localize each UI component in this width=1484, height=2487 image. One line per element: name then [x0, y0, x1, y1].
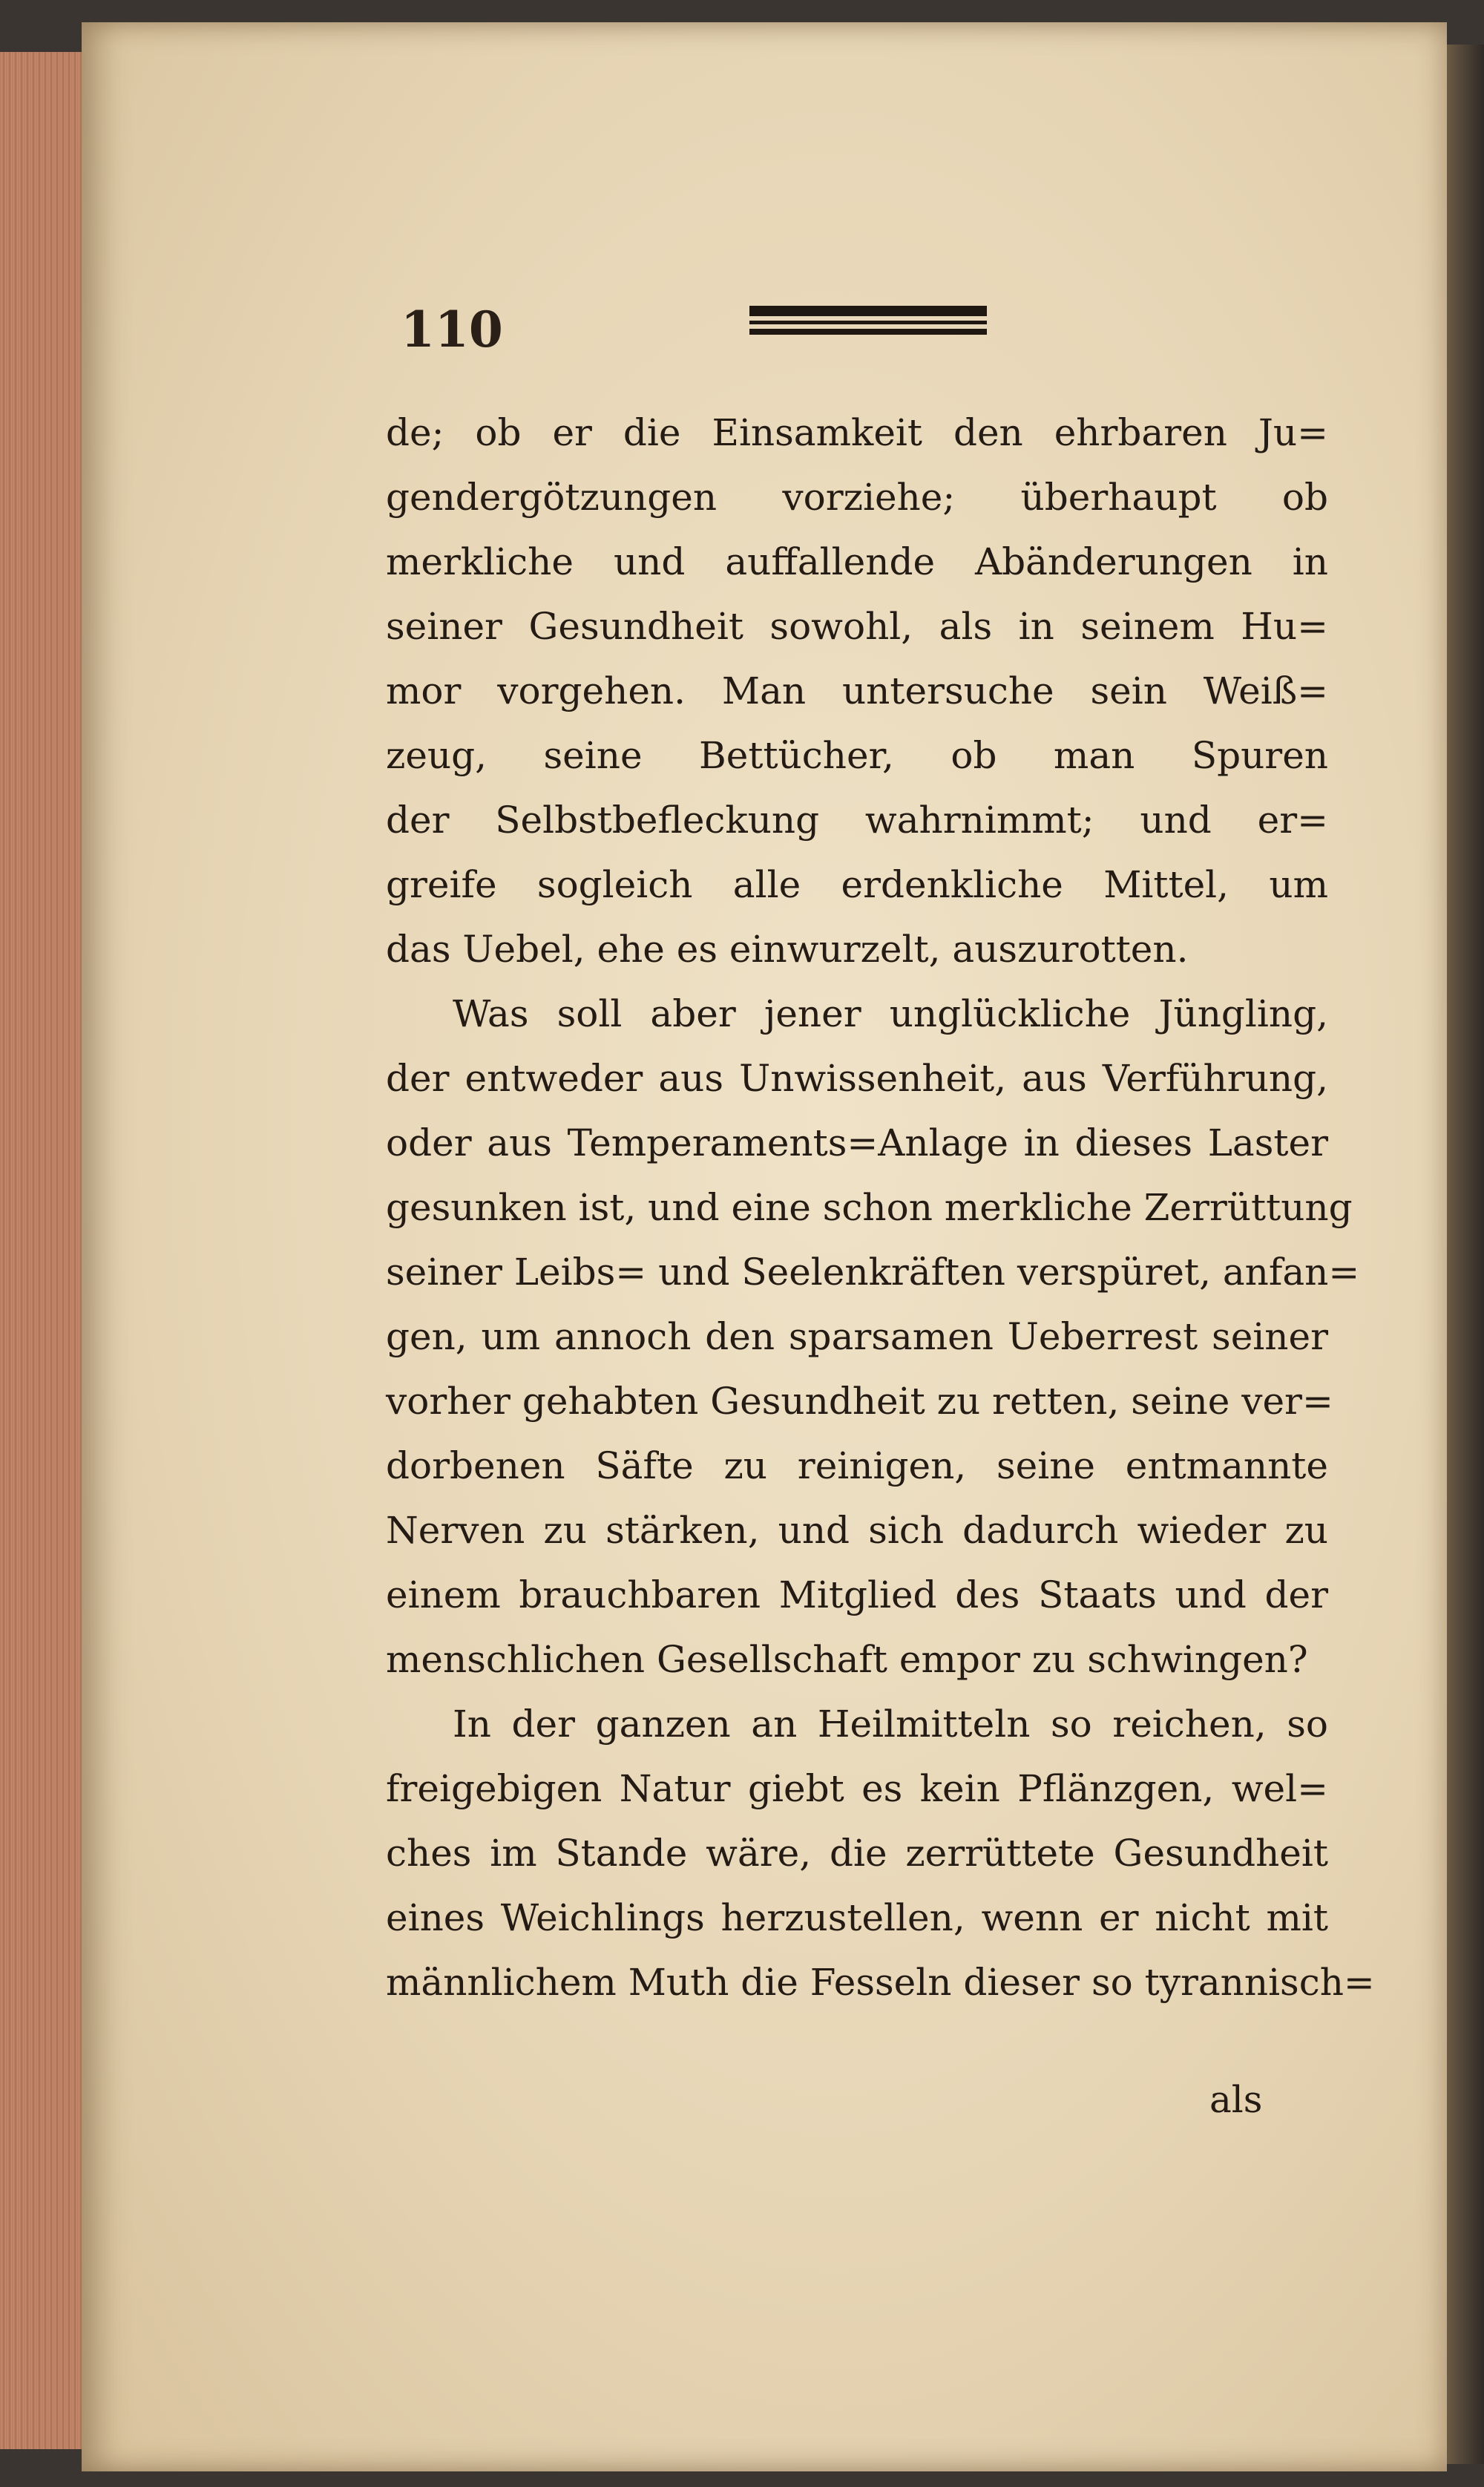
text-line: oder aus Temperaments=Anlage in dieses Laster [386, 1121, 1328, 1164]
text-line: seiner Leibs= und Seelenkräften verspüret, anfan= [386, 1251, 1360, 1294]
catchword: als [1209, 2078, 1263, 2121]
header-ornament-rule [749, 306, 987, 337]
text-line: mor vorgehen. Man untersuche sein Weiß= [386, 669, 1328, 712]
text-line: männlichem Muth die Fesseln dieser so tyrannisch= [386, 1961, 1375, 2004]
text-line: merkliche und auffallende Abänderungen in [386, 540, 1328, 583]
text-line: das Uebel, ehe es einwurzelt, auszurotten. [386, 928, 1189, 971]
text-line: dorbenen Säfte zu reinigen, seine entmannte [386, 1444, 1328, 1487]
text-line: freigebigen Natur giebt es kein Pflänzgen, wel= [386, 1767, 1328, 1810]
text-line: einem brauchbaren Mitglied des Staats und der [386, 1573, 1328, 1616]
text-line: Nerven zu stärken, und sich dadurch wieder zu [386, 1509, 1328, 1552]
text-line: In der ganzen an Heilmitteln so reichen, so [453, 1703, 1328, 1746]
text-line: der Selbstbefleckung wahrnimmt; und er= [386, 799, 1328, 842]
text-line: eines Weichlings herzustellen, wenn er nicht mit [386, 1896, 1328, 1939]
page-edges [0, 52, 84, 2449]
text-line: ches im Stande wäre, die zerrüttete Gesundheit [386, 1832, 1328, 1875]
text-line: vorher gehabten Gesundheit zu retten, seine ver= [386, 1380, 1333, 1423]
text-line: seiner Gesundheit sowohl, als in seinem Hu= [386, 605, 1328, 648]
text-line: der entweder aus Unwissenheit, aus Verführung, [386, 1057, 1328, 1100]
text-line: menschlichen Gesellschaft empor zu schwingen? [386, 1638, 1308, 1681]
facing-page-edge [1447, 45, 1484, 2464]
page-number: 110 [401, 301, 503, 358]
text-line: de; ob er die Einsamkeit den ehrbaren Ju= [386, 411, 1328, 454]
text-line: gesunken ist, und eine schon merkliche Zerrüttung [386, 1186, 1353, 1229]
text-line: zeug, seine Bettücher, ob man Spuren [386, 734, 1328, 777]
text-line: gen, um annoch den sparsamen Ueberrest seiner [386, 1315, 1328, 1358]
text-line: Was soll aber jener unglückliche Jüngling, [453, 992, 1328, 1035]
text-line: gendergötzungen vorziehe; überhaupt ob [386, 476, 1328, 519]
text-line: greife sogleich alle erdenkliche Mittel, um [386, 863, 1328, 906]
body-text [386, 401, 1375, 2015]
